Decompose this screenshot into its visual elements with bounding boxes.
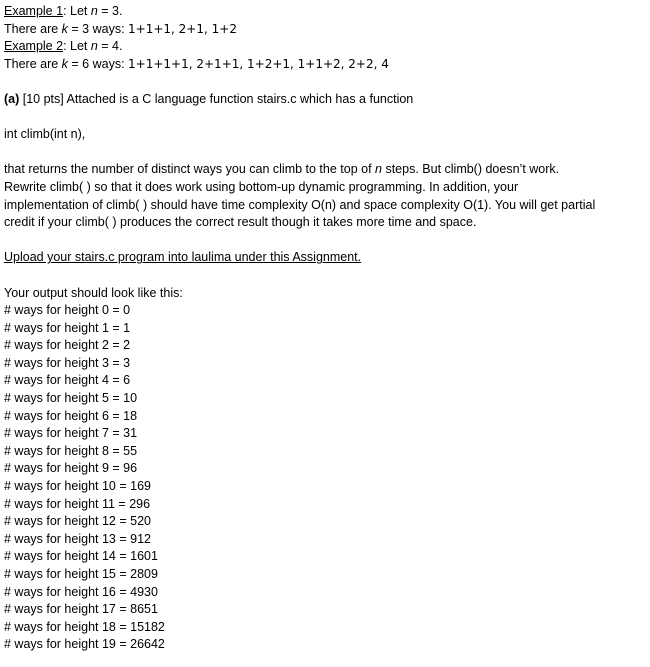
output-line: # ways for height 5 = 10 [4, 391, 138, 406]
example-1-ways: There are k = 3 ways: 1+1+1, 2+1, 1+2 [4, 21, 237, 36]
description-line-3: implementation of climb( ) should have time complexity O(n) and space complexity O(1). You will get partial [4, 197, 596, 212]
output-line: # ways for height 16 = 4930 [4, 584, 158, 599]
example-2-heading: Example 2: Let n = 4. [4, 39, 123, 54]
output-line: # ways for height 7 = 31 [4, 426, 138, 441]
part-a-label: (a) [4, 91, 20, 106]
output-line: # ways for height 8 = 55 [4, 443, 138, 458]
output-line: # ways for height 11 = 296 [4, 496, 151, 511]
assignment-document [4, 3, 646, 654]
output-line: # ways for height 15 = 2809 [4, 567, 158, 581]
description-line-2: Rewrite climb( ) so that it does work using bottom-up dynamic programming. In addition, your [4, 179, 519, 194]
output-line: # ways for height 9 = 96 [4, 461, 138, 476]
output-line: # ways for height 4 = 6 [4, 373, 131, 388]
output-line: # ways for height 10 = 169 [4, 479, 151, 494]
upload-instruction: Upload your stairs.c program into laulima under this Assignment. [4, 250, 362, 265]
output-line: # ways for height 6 = 18 [4, 408, 138, 423]
example-1-heading: Example 1: Let n = 3. [4, 4, 123, 18]
description-line-1: that returns the number of distinct ways you can climb to the top of n steps. But climb() doesn’t work. [4, 162, 560, 177]
output-line: # ways for height 0 = 0 [4, 303, 131, 318]
description-line-4: credit if your climb( ) produces the correct result though it takes more time and space. [4, 215, 477, 230]
output-line: # ways for height 14 = 1601 [4, 549, 158, 564]
output-line: # ways for height 17 = 8651 [4, 602, 158, 617]
output-line: # ways for height 18 = 15182 [4, 619, 165, 634]
output-intro: Your output should look like this: [4, 285, 183, 300]
output-line: # ways for height 1 = 1 [4, 320, 131, 335]
output-line: # ways for height 13 = 912 [4, 531, 151, 546]
part-a-heading: (a) [10 pts] Attached is a C language function stairs.c which has a function [4, 91, 414, 106]
output-line: # ways for height 19 = 26642 [4, 637, 165, 652]
output-line: # ways for height 2 = 2 [4, 338, 131, 353]
example-1-label: Example 1 [4, 4, 64, 18]
output-line: # ways for height 12 = 520 [4, 514, 151, 529]
example-2-ways: There are k = 6 ways: 1+1+1+1, 2+1+1, 1+2+1, 1+1+2, 2+2, 4 [4, 56, 389, 71]
function-signature: int climb(int n), [4, 127, 86, 142]
example-2-label: Example 2 [4, 39, 64, 54]
expected-output-list [4, 302, 646, 654]
output-line: # ways for height 3 = 3 [4, 355, 131, 370]
